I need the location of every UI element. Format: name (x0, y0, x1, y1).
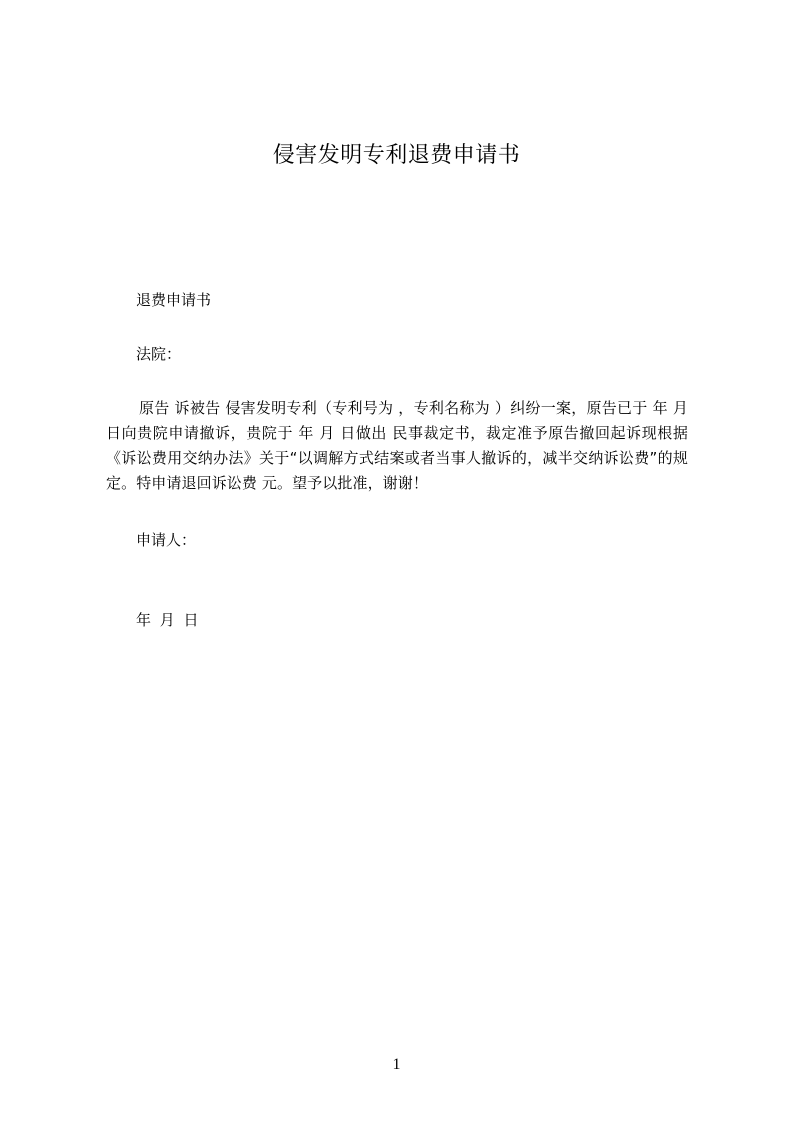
date-line: 年 月 日 (136, 611, 199, 629)
body-paragraph: 原告 诉被告 侵害发明专利（专利号为 ，专利名称为 ）纠纷一案，原告已于 年 月 日向贵院申请撤诉，贵院于 年 月 日做出 民事裁定书，裁定准予原告撤回起诉现根据《诉讼费用交纳办法》关于“以调解方式结案或者当事人撤诉的，减半交纳诉讼费”的规定。特申请退回诉讼费 元。望予以批准，谢谢！ (106, 399, 688, 492)
page-number: 1 (392, 1056, 401, 1073)
applicant-line: 申请人： (136, 531, 197, 549)
document-title: 侵害发明专利退费申请书 (272, 143, 521, 168)
addressee-line: 法院： (136, 345, 182, 363)
subtitle: 退费申请书 (136, 291, 212, 309)
